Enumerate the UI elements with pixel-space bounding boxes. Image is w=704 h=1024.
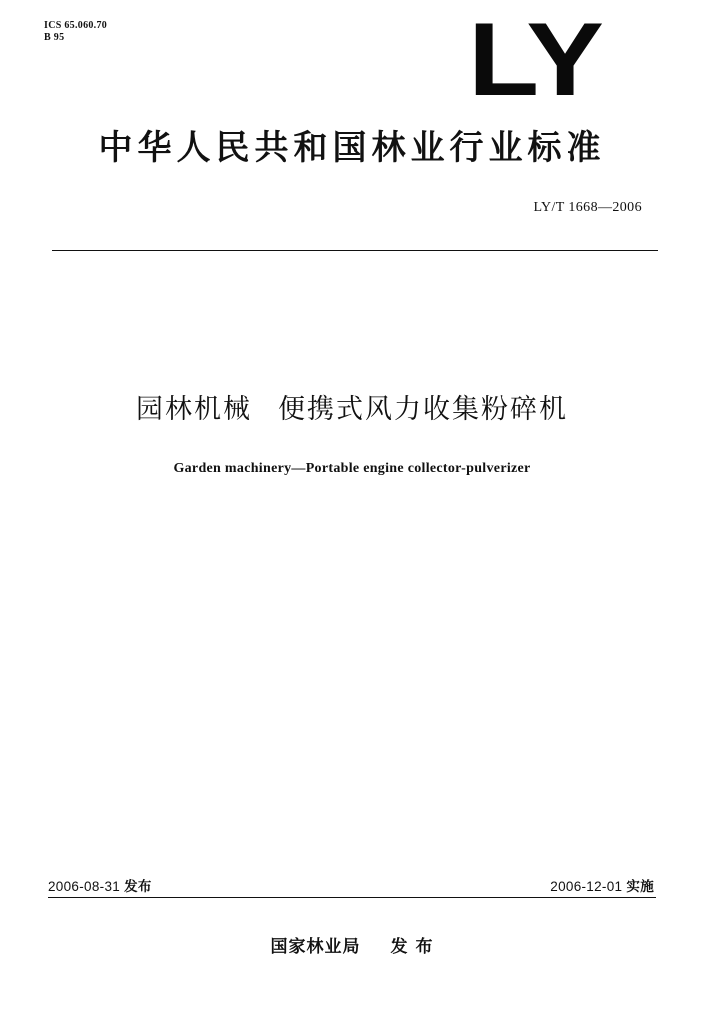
issue-date: 2006-08-31 [48,879,121,894]
issuer-line [0,932,704,957]
class-code: B 95 [44,32,65,43]
issue-date-line [48,875,152,895]
standard-number: LY/T 1668—2006 [533,200,642,215]
document-title-cn-part1: 园林机械 [136,394,252,425]
document-title-cn [0,390,704,430]
classification-codes [44,20,107,44]
implement-date-line [550,875,654,895]
standard-category-title: 中华人民共和国林业行业标准 [98,128,606,168]
issuer-action: 发 布 [390,937,434,957]
ics-code: ICS 65.060.70 [44,20,108,31]
issuer-name: 国家林业局 [270,937,361,957]
footer-divider [48,897,656,898]
document-title-cn-part2: 便携式风力收集粉碎机 [278,394,568,425]
implement-date: 2006-12-01 [550,879,623,894]
issue-label: 发布 [124,879,152,895]
ly-logo: LY [468,2,602,118]
implement-label: 实施 [626,879,654,895]
header-divider [52,250,658,251]
document-title-en: Garden machinery—Portable engine collector-pulverizer [173,461,531,476]
